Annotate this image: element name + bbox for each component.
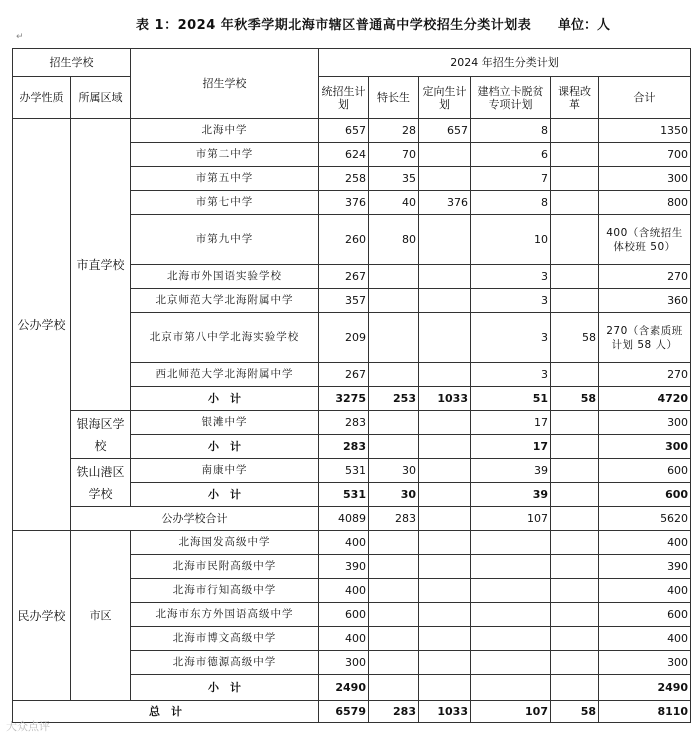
cell-total: 5620 [599,507,691,531]
cell-directed: 376 [419,191,471,215]
cell-total: 800 [599,191,691,215]
cell-course [551,411,599,435]
school-name-cell: 市第七中学 [131,191,319,215]
cell-poverty: 17 [471,411,551,435]
area-shizhi-cell: 市直学校 [71,119,131,411]
cell-unified: 400 [319,579,369,603]
area-yinhai-cell: 银海区学校 [71,411,131,459]
cell-special [369,579,419,603]
cell-unified: 267 [319,363,369,387]
cell-course [551,531,599,555]
cell-course [551,167,599,191]
cell-special: 70 [369,143,419,167]
cell-unified: 531 [319,483,369,507]
cell-poverty: 3 [471,313,551,363]
cell-special [369,627,419,651]
cell-special: 283 [369,701,419,723]
cell-directed [419,651,471,675]
cell-directed [419,459,471,483]
cell-total: 300 [599,411,691,435]
public-sum-label-cell: 公办学校合计 [71,507,319,531]
cell-special: 30 [369,459,419,483]
cell-poverty [471,651,551,675]
cell-special: 80 [369,215,419,265]
cell-directed [419,143,471,167]
cell-course [551,603,599,627]
cell-total: 400 [599,531,691,555]
cell-poverty: 3 [471,363,551,387]
cell-course: 58 [551,313,599,363]
cell-poverty: 107 [471,701,551,723]
cell-special [369,603,419,627]
cell-total: 2490 [599,675,691,701]
cell-unified: 300 [319,651,369,675]
cell-poverty [471,627,551,651]
cell-directed [419,167,471,191]
header-course: 课程改革 [551,77,599,119]
table-body [13,49,691,723]
school-name-cell: 北海市博文高级中学 [131,627,319,651]
subtotal-label-cell: 小 计 [131,675,319,701]
subtotal-label-cell: 小 计 [131,387,319,411]
cell-directed [419,435,471,459]
cell-unified: 258 [319,167,369,191]
cell-special: 40 [369,191,419,215]
cell-unified: 600 [319,603,369,627]
cell-total: 1350 [599,119,691,143]
cell-course [551,363,599,387]
cell-poverty: 17 [471,435,551,459]
school-name-cell: 北海市行知高级中学 [131,579,319,603]
cell-directed [419,555,471,579]
enrollment-plan-table [12,48,691,723]
cell-unified: 657 [319,119,369,143]
subtotal-label-cell: 小 计 [131,435,319,459]
cell-special: 253 [369,387,419,411]
table-title: 表 1：2024 年秋季学期北海市辖区普通高中学校招生分类计划表 [136,18,532,33]
cell-special [369,531,419,555]
cell-course [551,265,599,289]
cell-unified: 283 [319,411,369,435]
cell-directed: 657 [419,119,471,143]
cell-total: 4720 [599,387,691,411]
cell-poverty [471,555,551,579]
cell-poverty: 39 [471,483,551,507]
cell-special [369,411,419,435]
school-name-cell: 北海国发高级中学 [131,531,319,555]
school-name-cell: 银滩中学 [131,411,319,435]
watermark: 大众点评 [6,720,50,733]
cell-poverty: 7 [471,167,551,191]
header-unified: 统招生计划 [319,77,369,119]
cell-poverty [471,603,551,627]
table-row [13,411,691,435]
cell-unified: 260 [319,215,369,265]
cell-directed [419,313,471,363]
cell-course [551,143,599,167]
cell-directed [419,215,471,265]
cell-unified: 376 [319,191,369,215]
header-enroll-school-group: 招生学校 [13,49,131,77]
cell-total: 600 [599,483,691,507]
nature-public-cell: 公办学校 [13,119,71,531]
header-row-2 [13,77,691,119]
cell-special [369,651,419,675]
cell-special [369,265,419,289]
document-title-bar [0,6,696,32]
cell-unified: 390 [319,555,369,579]
cell-poverty [471,579,551,603]
cell-directed [419,265,471,289]
cell-course [551,459,599,483]
cell-total: 390 [599,555,691,579]
school-name-cell: 北海市东方外国语高级中学 [131,603,319,627]
cell-total: 400 [599,627,691,651]
cell-directed [419,531,471,555]
public-sum-row [13,507,691,531]
cell-poverty: 107 [471,507,551,531]
header-area: 所属区域 [71,77,131,119]
cell-directed [419,579,471,603]
cell-unified: 357 [319,289,369,313]
cell-total: 700 [599,143,691,167]
cell-directed [419,675,471,701]
cell-poverty [471,531,551,555]
nature-private-cell: 民办学校 [13,531,71,701]
school-name-cell: 南康中学 [131,459,319,483]
school-name-cell: 北京师范大学北海附属中学 [131,289,319,313]
cell-unified: 400 [319,627,369,651]
cell-special [369,313,419,363]
cell-poverty [471,675,551,701]
cell-special [369,555,419,579]
school-name-cell: 西北师范大学北海附属中学 [131,363,319,387]
header-plan-title: 2024 年招生分类计划 [319,49,691,77]
table-row [13,459,691,483]
cell-poverty: 3 [471,289,551,313]
cell-total: 400 [599,579,691,603]
cell-total: 600 [599,459,691,483]
cell-course [551,627,599,651]
area-tieshangang-cell: 铁山港区学校 [71,459,131,507]
cell-total: 270 [599,363,691,387]
cell-total: 300 [599,167,691,191]
table-row [13,531,691,555]
cell-poverty: 6 [471,143,551,167]
paragraph-mark: ↵ [16,32,24,42]
school-name-cell: 北海市外国语实验学校 [131,265,319,289]
cell-poverty: 10 [471,215,551,265]
subtotal-label-cell: 小 计 [131,483,319,507]
cell-course [551,215,599,265]
cell-unified: 4089 [319,507,369,531]
cell-directed [419,603,471,627]
header-directed: 定向生计划 [419,77,471,119]
cell-total: 300 [599,435,691,459]
cell-course [551,555,599,579]
cell-total: 300 [599,651,691,675]
header-row-1 [13,49,691,77]
cell-unified: 283 [319,435,369,459]
header-nature: 办学性质 [13,77,71,119]
cell-course [551,289,599,313]
cell-special: 28 [369,119,419,143]
school-name-cell: 北海中学 [131,119,319,143]
table-row [13,119,691,143]
cell-course [551,579,599,603]
grand-total-row [13,701,691,723]
header-school: 招生学校 [131,49,319,119]
cell-directed [419,627,471,651]
cell-course [551,675,599,701]
cell-special: 30 [369,483,419,507]
cell-special [369,363,419,387]
cell-course: 58 [551,701,599,723]
cell-unified: 209 [319,313,369,363]
cell-directed [419,507,471,531]
school-name-cell: 市第五中学 [131,167,319,191]
cell-total: 270 [599,265,691,289]
cell-directed [419,411,471,435]
school-name-cell: 市第九中学 [131,215,319,265]
cell-course [551,191,599,215]
cell-total: 8110 [599,701,691,723]
grand-total-label-cell: 总 计 [13,701,319,723]
cell-special [369,675,419,701]
cell-poverty: 8 [471,191,551,215]
cell-directed [419,289,471,313]
cell-unified: 2490 [319,675,369,701]
cell-unified: 400 [319,531,369,555]
cell-course: 58 [551,387,599,411]
school-name-cell: 北京市第八中学北海实验学校 [131,313,319,363]
cell-special: 35 [369,167,419,191]
cell-course [551,651,599,675]
cell-special: 283 [369,507,419,531]
cell-unified: 531 [319,459,369,483]
cell-unified: 624 [319,143,369,167]
cell-special [369,289,419,313]
cell-course [551,483,599,507]
cell-directed: 1033 [419,701,471,723]
school-name-cell: 北海市德源高级中学 [131,651,319,675]
cell-unified: 3275 [319,387,369,411]
cell-directed: 1033 [419,387,471,411]
school-name-cell: 北海市民附高级中学 [131,555,319,579]
header-special: 特长生 [369,77,419,119]
cell-total: 600 [599,603,691,627]
header-total: 合计 [599,77,691,119]
cell-poverty: 39 [471,459,551,483]
unit-label: 单位：人 [558,18,611,33]
cell-unified: 267 [319,265,369,289]
cell-directed [419,363,471,387]
header-poverty: 建档立卡脱贫专项计划 [471,77,551,119]
school-name-cell: 市第二中学 [131,143,319,167]
cell-special [369,435,419,459]
cell-poverty: 8 [471,119,551,143]
cell-unified: 6579 [319,701,369,723]
cell-total: 360 [599,289,691,313]
cell-total: 270（含素质班计划 58 人） [599,313,691,363]
cell-poverty: 51 [471,387,551,411]
cell-total: 400（含统招生体校班 50） [599,215,691,265]
cell-directed [419,483,471,507]
cell-course [551,435,599,459]
cell-poverty: 3 [471,265,551,289]
cell-course [551,507,599,531]
area-urban-cell: 市区 [71,531,131,701]
cell-course [551,119,599,143]
